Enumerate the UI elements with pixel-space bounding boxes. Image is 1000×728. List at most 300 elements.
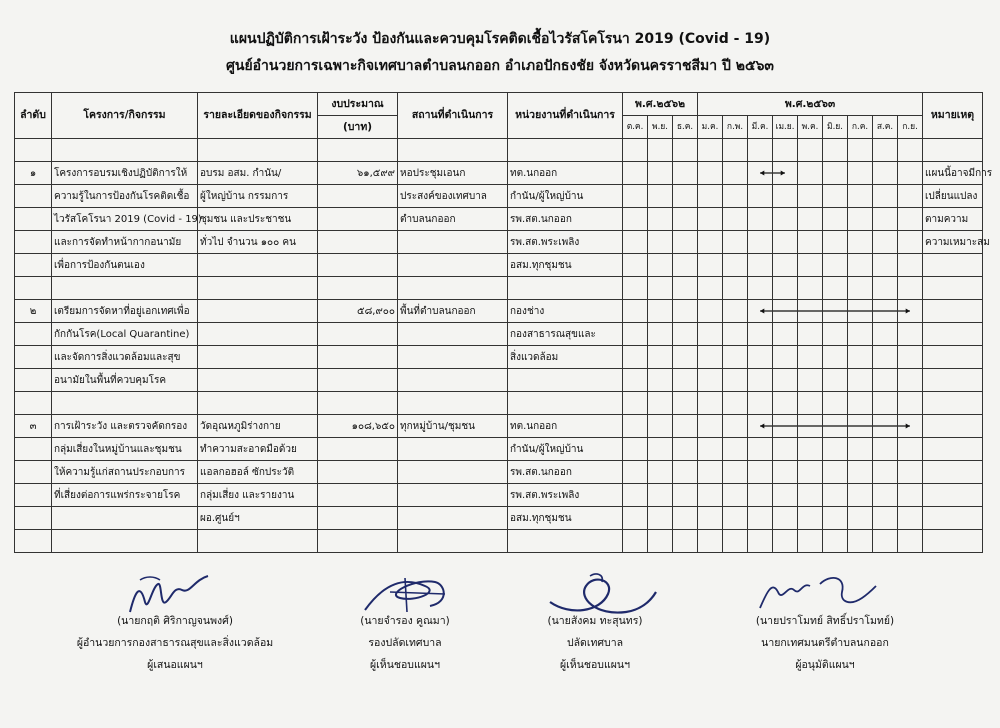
empty-cell: [398, 139, 508, 162]
empty-cell: [773, 530, 798, 553]
month-cell: [773, 415, 798, 438]
month-cell: [748, 484, 773, 507]
empty-cell: [848, 530, 873, 553]
signer-position: ผู้อำนวยการกองสาธารณสุขและสิ่งแวดล้อม: [76, 637, 274, 649]
empty-cell: [673, 277, 698, 300]
month-header: พ.ค.: [798, 116, 823, 139]
month-cell: [773, 461, 798, 484]
month-cell: [823, 438, 848, 461]
month-cell: [823, 185, 848, 208]
month-cell: [848, 369, 873, 392]
remark-cell: [923, 346, 983, 369]
month-cell: [823, 254, 848, 277]
detail-cell: [198, 323, 318, 346]
timeline-arrow-segment: [873, 300, 897, 322]
timeline-arrow-segment: [748, 162, 772, 184]
detail-cell: ผอ.ศูนย์ฯ: [198, 507, 318, 530]
month-cell: [648, 185, 673, 208]
header-row-1: [15, 93, 983, 116]
month-cell: [773, 231, 798, 254]
month-cell: [798, 254, 823, 277]
month-cell: [748, 185, 773, 208]
month-cell: [798, 346, 823, 369]
month-cell: [898, 185, 923, 208]
col-header-fy2562: พ.ศ.๒๕๖๒: [623, 93, 698, 116]
month-cell: [748, 231, 773, 254]
table-row: [15, 185, 983, 208]
month-header: ส.ค.: [873, 116, 898, 139]
empty-cell: [898, 277, 923, 300]
month-cell: [748, 300, 773, 323]
signer-role: ผู้เสนอแผนฯ: [147, 659, 203, 671]
signer-name: (นายกฤติ ศิริกาญจนพงศ์): [117, 615, 233, 627]
item-number: [15, 484, 52, 507]
detail-cell: ผู้ใหญ่บ้าน กรรมการ: [198, 185, 318, 208]
col-header-place: สถานที่ดำเนินการ: [398, 93, 508, 139]
signer-name: (นายจำรอง คูณมา): [360, 615, 450, 627]
timeline-arrow-segment: [748, 300, 772, 322]
empty-cell: [773, 139, 798, 162]
month-cell: [648, 208, 673, 231]
budget-cell: [318, 323, 398, 346]
budget-cell: [318, 185, 398, 208]
month-cell: [848, 300, 873, 323]
month-cell: [898, 438, 923, 461]
month-cell: [748, 461, 773, 484]
agency-cell: [508, 369, 623, 392]
timeline-arrow-segment: [823, 415, 847, 437]
table-row: [15, 254, 983, 277]
table-row: [15, 415, 983, 438]
table-row: [15, 438, 983, 461]
table-row: [15, 208, 983, 231]
empty-cell: [723, 530, 748, 553]
month-cell: [823, 300, 848, 323]
budget-cell: [318, 254, 398, 277]
item-number: [15, 231, 52, 254]
month-cell: [798, 507, 823, 530]
item-number: [15, 254, 52, 277]
month-cell: [823, 323, 848, 346]
month-cell: [623, 484, 648, 507]
remark-cell: ความเหมาะสม: [923, 231, 983, 254]
month-cell: [698, 185, 723, 208]
empty-cell: [698, 139, 723, 162]
month-cell: [698, 507, 723, 530]
month-cell: [773, 346, 798, 369]
month-cell: [848, 507, 873, 530]
month-cell: [898, 507, 923, 530]
month-cell: [723, 484, 748, 507]
empty-cell: [318, 392, 398, 415]
month-cell: [848, 323, 873, 346]
empty-cell: [508, 392, 623, 415]
month-cell: [848, 346, 873, 369]
month-cell: [698, 254, 723, 277]
month-cell: [623, 300, 648, 323]
empty-cell: [15, 392, 52, 415]
month-cell: [773, 484, 798, 507]
empty-cell: [508, 139, 623, 162]
month-cell: [798, 300, 823, 323]
empty-cell: [748, 277, 773, 300]
timeline-arrow-segment: [848, 415, 872, 437]
budget-cell: [318, 507, 398, 530]
budget-cell: [318, 484, 398, 507]
month-cell: [673, 323, 698, 346]
month-cell: [648, 415, 673, 438]
timeline-arrow-segment: [848, 300, 872, 322]
month-header: ก.พ.: [723, 116, 748, 139]
agency-cell: อสม.ทุกชุมชน: [508, 507, 623, 530]
place-cell: [398, 461, 508, 484]
month-cell: [773, 300, 798, 323]
month-cell: [898, 484, 923, 507]
budget-cell: [318, 438, 398, 461]
item-number: [15, 507, 52, 530]
place-cell: ประสงค์ของเทศบาล: [398, 185, 508, 208]
project-cell: และจัดการสิ่งแวดล้อมและสุข: [52, 346, 198, 369]
month-cell: [723, 415, 748, 438]
month-header: มี.ค.: [748, 116, 773, 139]
signer-name: (นายสังคม ทะสุนทร): [547, 615, 643, 627]
signer-role: ผู้เห็นชอบแผนฯ: [370, 659, 440, 671]
col-header-detail: รายละเอียดของกิจกรรม: [198, 93, 318, 139]
month-header: ม.ค.: [698, 116, 723, 139]
place-cell: หอประชุมเอนก: [398, 162, 508, 185]
col-header-agency: หน่วยงานที่ดำเนินการ: [508, 93, 623, 139]
empty-cell: [873, 277, 898, 300]
month-cell: [898, 231, 923, 254]
empty-cell: [823, 139, 848, 162]
project-cell: ความรู้ในการป้องกันโรคติดเชื้อ: [52, 185, 198, 208]
empty-cell: [52, 277, 198, 300]
month-cell: [673, 415, 698, 438]
empty-cell: [318, 277, 398, 300]
month-cell: [748, 162, 773, 185]
month-cell: [648, 461, 673, 484]
empty-cell: [318, 530, 398, 553]
agency-cell: ทต.นกออก: [508, 162, 623, 185]
month-cell: [823, 507, 848, 530]
empty-cell: [398, 392, 508, 415]
month-cell: [648, 507, 673, 530]
month-cell: [898, 346, 923, 369]
project-cell: ให้ความรู้แก่สถานประกอบการ: [52, 461, 198, 484]
empty-cell: [848, 139, 873, 162]
signature-block-1: [60, 610, 290, 676]
project-cell: เตรียมการจัดหาที่อยู่เอกเทศเพื่อ: [52, 300, 198, 323]
signature-block-3: [480, 610, 710, 676]
item-number: [15, 461, 52, 484]
empty-cell: [723, 139, 748, 162]
place-cell: [398, 438, 508, 461]
month-cell: [773, 507, 798, 530]
month-header: มิ.ย.: [823, 116, 848, 139]
month-header: ต.ค.: [623, 116, 648, 139]
month-cell: [798, 162, 823, 185]
project-cell: กลุ่มเสี่ยงในหมู่บ้านและชุมชน: [52, 438, 198, 461]
month-cell: [723, 461, 748, 484]
signer-position: นายกเทศมนตรีตำบลนกออก: [761, 637, 889, 649]
remark-cell: [923, 323, 983, 346]
month-cell: [823, 346, 848, 369]
project-cell: ไวรัสโคโรนา 2019 (Covid - 19): [52, 208, 198, 231]
empty-cell: [823, 392, 848, 415]
month-cell: [623, 346, 648, 369]
detail-cell: ทั่วไป จำนวน ๑๐๐ คน: [198, 231, 318, 254]
plan-table: [14, 92, 993, 553]
timeline-arrow-segment: [798, 415, 822, 437]
remark-cell: [923, 369, 983, 392]
timeline-arrow-segment: [898, 415, 922, 437]
month-cell: [898, 323, 923, 346]
month-cell: [648, 369, 673, 392]
spacer-row: [15, 277, 983, 300]
empty-cell: [673, 139, 698, 162]
month-cell: [648, 323, 673, 346]
month-cell: [723, 162, 748, 185]
month-cell: [873, 162, 898, 185]
remark-cell: [923, 507, 983, 530]
month-cell: [873, 484, 898, 507]
empty-cell: [773, 277, 798, 300]
month-cell: [873, 185, 898, 208]
agency-cell: รพ.สต.พระเพลิง: [508, 231, 623, 254]
signer-position: ปลัดเทศบาล: [566, 637, 624, 649]
remark-cell: ตามความ: [923, 208, 983, 231]
month-cell: [898, 415, 923, 438]
col-header-project: โครงการ/กิจกรรม: [52, 93, 198, 139]
month-cell: [798, 484, 823, 507]
empty-cell: [848, 392, 873, 415]
empty-cell: [923, 530, 983, 553]
place-cell: [398, 346, 508, 369]
empty-cell: [848, 277, 873, 300]
col-header-budget: งบประมาณ: [318, 93, 398, 116]
agency-cell: สิ่งแวดล้อม: [508, 346, 623, 369]
month-cell: [698, 369, 723, 392]
table-row: [15, 484, 983, 507]
month-cell: [623, 323, 648, 346]
detail-cell: [198, 300, 318, 323]
empty-cell: [698, 530, 723, 553]
project-cell: เพื่อการป้องกันตนเอง: [52, 254, 198, 277]
month-cell: [823, 369, 848, 392]
empty-cell: [398, 277, 508, 300]
month-cell: [648, 254, 673, 277]
empty-cell: [873, 392, 898, 415]
month-cell: [723, 231, 748, 254]
month-cell: [673, 185, 698, 208]
budget-cell: [318, 369, 398, 392]
month-cell: [623, 208, 648, 231]
empty-cell: [648, 277, 673, 300]
month-cell: [773, 162, 798, 185]
remark-cell: [923, 461, 983, 484]
empty-cell: [648, 530, 673, 553]
signer-name: (นายปราโมทย์ สิทธิ์ปราโมทย์): [755, 615, 895, 627]
month-cell: [673, 438, 698, 461]
month-cell: [673, 369, 698, 392]
agency-cell: รพ.สต.นกออก: [508, 461, 623, 484]
month-cell: [798, 231, 823, 254]
empty-cell: [873, 530, 898, 553]
empty-cell: [15, 530, 52, 553]
month-cell: [748, 438, 773, 461]
col-header-no: ลำดับ: [15, 93, 52, 139]
empty-cell: [923, 392, 983, 415]
project-cell: อนามัยในพื้นที่ควบคุมโรค: [52, 369, 198, 392]
month-cell: [673, 507, 698, 530]
empty-cell: [898, 392, 923, 415]
agency-cell: กำนัน/ผู้ใหญ่บ้าน: [508, 438, 623, 461]
month-cell: [848, 484, 873, 507]
month-cell: [773, 254, 798, 277]
month-cell: [723, 346, 748, 369]
empty-cell: [198, 277, 318, 300]
month-cell: [798, 185, 823, 208]
month-cell: [873, 438, 898, 461]
agency-cell: อสม.ทุกชุมชน: [508, 254, 623, 277]
remark-cell: [923, 484, 983, 507]
detail-cell: กลุ่มเสี่ยง และรายงาน: [198, 484, 318, 507]
month-cell: [823, 231, 848, 254]
budget-cell: ๕๘,๙๐๐: [318, 300, 398, 323]
project-cell: โครงการอบรมเชิงปฏิบัติการให้: [52, 162, 198, 185]
timeline-arrow-segment: [773, 415, 797, 437]
signer-position: รองปลัดเทศบาล: [368, 637, 442, 649]
table-row: [15, 461, 983, 484]
empty-cell: [798, 530, 823, 553]
col-header-remark: หมายเหตุ: [923, 93, 983, 139]
empty-cell: [923, 277, 983, 300]
empty-cell: [698, 392, 723, 415]
place-cell: ทุกหมู่บ้าน/ชุมชน: [398, 415, 508, 438]
month-cell: [623, 438, 648, 461]
empty-cell: [673, 530, 698, 553]
empty-cell: [748, 139, 773, 162]
place-cell: [398, 484, 508, 507]
empty-cell: [648, 139, 673, 162]
month-cell: [698, 323, 723, 346]
empty-cell: [198, 530, 318, 553]
detail-cell: แอลกอฮอล์ ซักประวัติ: [198, 461, 318, 484]
month-cell: [623, 369, 648, 392]
agency-cell: รพ.สต.นกออก: [508, 208, 623, 231]
detail-cell: ทำความสะอาดมือด้วย: [198, 438, 318, 461]
table-row: [15, 346, 983, 369]
month-cell: [673, 461, 698, 484]
empty-cell: [623, 530, 648, 553]
month-cell: [823, 461, 848, 484]
month-cell: [673, 484, 698, 507]
month-cell: [723, 323, 748, 346]
empty-cell: [723, 277, 748, 300]
empty-cell: [898, 139, 923, 162]
month-cell: [723, 208, 748, 231]
month-cell: [648, 300, 673, 323]
detail-cell: [198, 346, 318, 369]
month-cell: [723, 254, 748, 277]
month-cell: [798, 415, 823, 438]
remark-cell: เปลี่ยนแปลง: [923, 185, 983, 208]
place-cell: [398, 369, 508, 392]
place-cell: [398, 507, 508, 530]
month-cell: [773, 185, 798, 208]
month-header: ก.ค.: [848, 116, 873, 139]
month-cell: [723, 438, 748, 461]
empty-cell: [698, 277, 723, 300]
item-number: ๒: [15, 300, 52, 323]
empty-cell: [823, 277, 848, 300]
budget-cell: ๑๐๘,๖๕๐: [318, 415, 398, 438]
month-cell: [798, 323, 823, 346]
month-cell: [648, 231, 673, 254]
item-number: [15, 346, 52, 369]
month-cell: [798, 461, 823, 484]
budget-cell: [318, 346, 398, 369]
place-cell: [398, 323, 508, 346]
month-cell: [623, 185, 648, 208]
table-row: [15, 162, 983, 185]
empty-cell: [15, 139, 52, 162]
month-cell: [698, 300, 723, 323]
signer-role: ผู้เห็นชอบแผนฯ: [560, 659, 630, 671]
month-cell: [898, 254, 923, 277]
spacer-row: [15, 530, 983, 553]
month-cell: [848, 231, 873, 254]
month-cell: [648, 162, 673, 185]
empty-cell: [52, 139, 198, 162]
month-cell: [798, 208, 823, 231]
empty-cell: [873, 139, 898, 162]
project-cell: ที่เสี่ยงต่อการแพร่กระจายโรค: [52, 484, 198, 507]
table-row: [15, 369, 983, 392]
month-cell: [648, 438, 673, 461]
month-cell: [723, 369, 748, 392]
month-cell: [698, 346, 723, 369]
month-cell: [898, 369, 923, 392]
budget-cell: [318, 231, 398, 254]
month-header: ธ.ค.: [673, 116, 698, 139]
remark-cell: [923, 415, 983, 438]
project-cell: และการจัดทำหน้ากากอนามัย: [52, 231, 198, 254]
item-number: [15, 323, 52, 346]
empty-cell: [318, 139, 398, 162]
month-cell: [623, 461, 648, 484]
empty-cell: [898, 530, 923, 553]
month-cell: [698, 484, 723, 507]
month-cell: [698, 231, 723, 254]
month-cell: [748, 369, 773, 392]
agency-cell: ทต.นกออก: [508, 415, 623, 438]
project-cell: [52, 507, 198, 530]
budget-cell: [318, 208, 398, 231]
month-cell: [798, 369, 823, 392]
month-cell: [698, 162, 723, 185]
table-row: [15, 323, 983, 346]
month-cell: [773, 369, 798, 392]
col-header-budget-unit: (บาท): [318, 116, 398, 139]
place-cell: [398, 231, 508, 254]
month-cell: [673, 346, 698, 369]
month-cell: [873, 323, 898, 346]
empty-cell: [508, 530, 623, 553]
empty-cell: [748, 530, 773, 553]
item-number: ๑: [15, 162, 52, 185]
month-cell: [723, 185, 748, 208]
